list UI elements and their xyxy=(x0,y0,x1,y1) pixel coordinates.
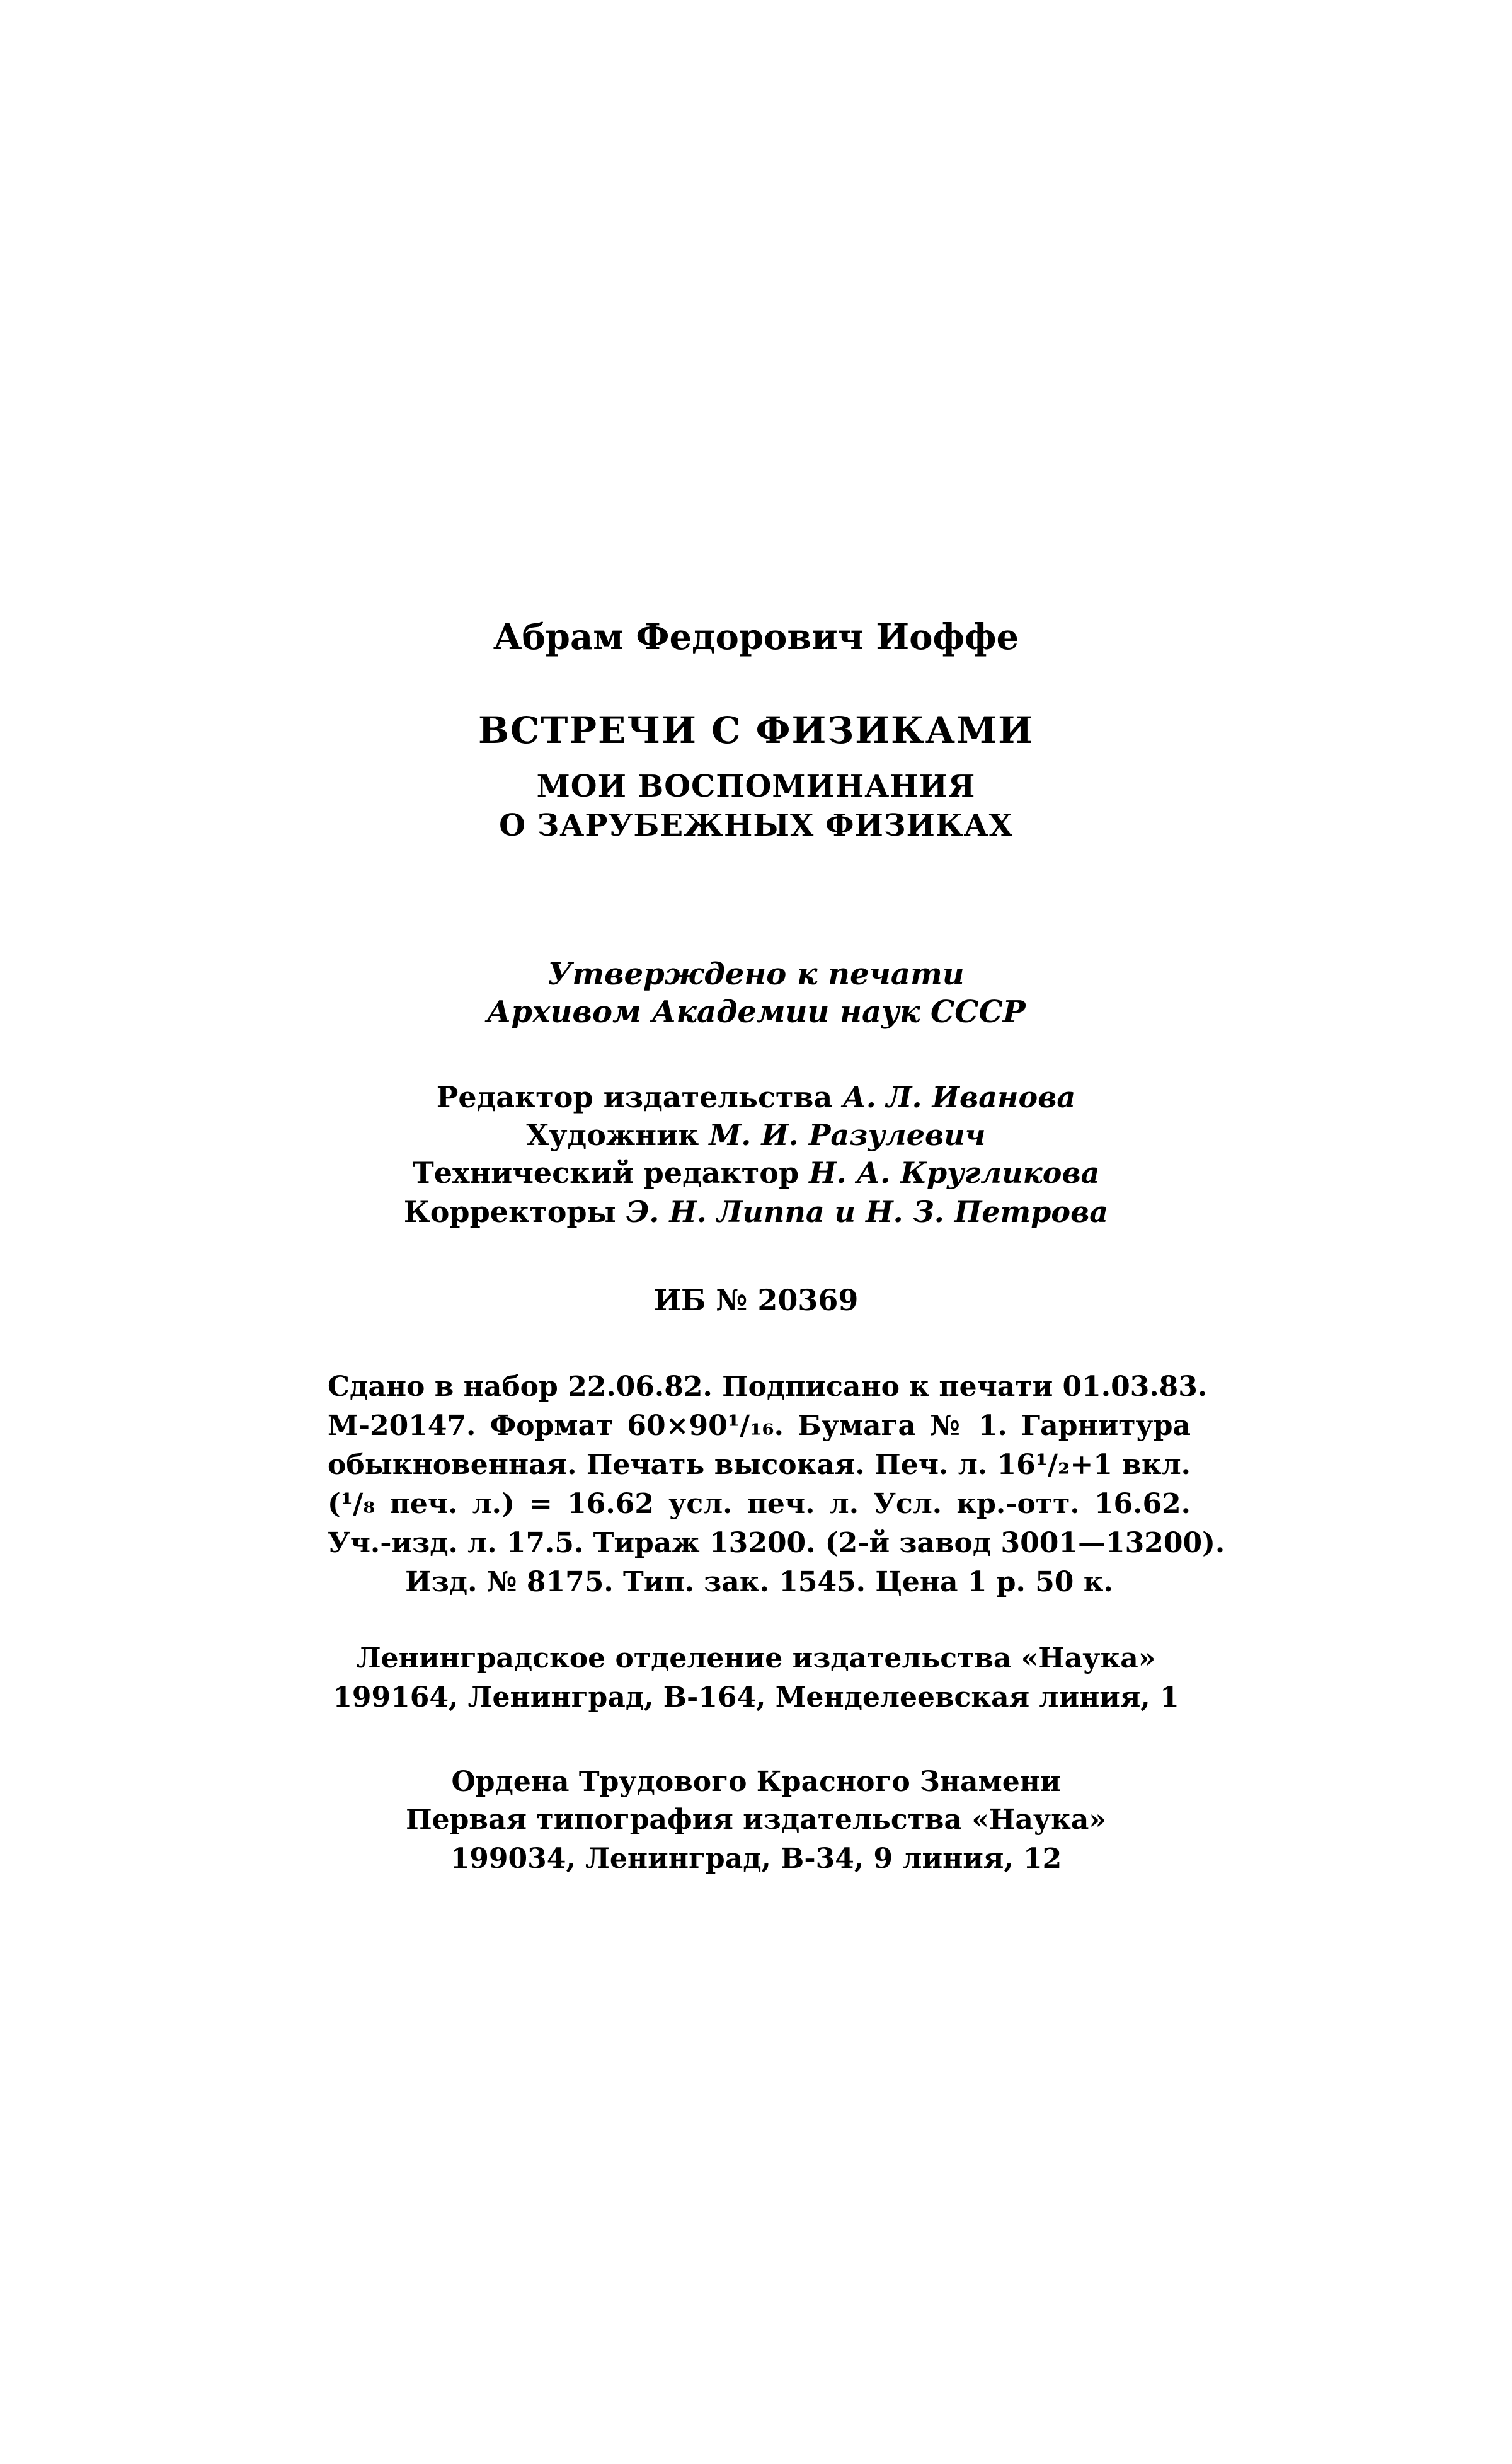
imprint-line-2: М-20147. Формат 60×90¹/₁₆. Бумага № 1. Гарнитура xyxy=(328,1410,1191,1442)
printer-address: 199034, Ленинград, В-34, 9 линия, 12 xyxy=(450,1843,1062,1875)
approval-line-1: Утверждено к печати xyxy=(547,957,965,992)
book-subtitle-line-2: О ЗАРУБЕЖНЫХ ФИЗИКАХ xyxy=(499,808,1013,843)
publisher-address: 199164, Ленинград, В-164, Менделеевская линия, 1 xyxy=(333,1681,1179,1713)
imprint-line-5: Уч.-изд. л. 17.5. Тираж 13200. (2-й завод 3001—13200). xyxy=(328,1527,1225,1559)
imprint-line-1: Сдано в набор 22.06.82. Подписано к печати 01.03.83. xyxy=(328,1371,1208,1403)
imprint-line-4: (¹/₈ печ. л.) = 16.62 усл. печ. л. Усл. кр.-отт. 16.62. xyxy=(328,1488,1191,1520)
publisher-name: Ленинградское отделение издательства «Наука» xyxy=(356,1642,1156,1674)
printer-order: Ордена Трудового Красного Знамени xyxy=(451,1766,1061,1798)
credit-proofreaders xyxy=(0,1195,1512,1229)
credit-proofreaders-role: Корректоры xyxy=(403,1195,616,1229)
credit-artist-name: М. И. Разулевич xyxy=(709,1118,986,1152)
credit-artist-role: Художник xyxy=(526,1118,699,1152)
credit-technical-editor-role: Технический редактор xyxy=(412,1156,799,1190)
imprint-line-6: Изд. № 8175. Тип. зак. 1545. Цена 1 р. 50 к. xyxy=(405,1566,1113,1598)
imprint-line-3: обыкновенная. Печать высокая. Печ. л. 16¹/₂+1 вкл. xyxy=(328,1449,1191,1481)
credit-technical-editor xyxy=(0,1156,1512,1190)
book-title: ВСТРЕЧИ С ФИЗИКАМИ xyxy=(478,709,1034,752)
credit-proofreaders-name: Э. Н. Липпа и Н. З. Петрова xyxy=(626,1195,1109,1229)
credit-technical-editor-name: Н. А. Кругликова xyxy=(809,1156,1100,1190)
book-subtitle-line-1: МОИ ВОСПОМИНАНИЯ xyxy=(536,769,976,804)
credit-editor-role: Редактор издательства xyxy=(436,1080,833,1114)
credit-artist xyxy=(0,1118,1512,1152)
author-name: Абрам Федорович Иоффе xyxy=(493,616,1019,658)
credit-editor xyxy=(0,1080,1512,1114)
credit-editor-name: А. Л. Иванова xyxy=(842,1080,1076,1114)
imprint-block xyxy=(328,1367,1225,1602)
ib-number: ИБ № 20369 xyxy=(653,1283,859,1317)
printer-name: Первая типография издательства «Наука» xyxy=(406,1804,1106,1836)
approval-line-2: Архивом Академии наук СССР xyxy=(486,994,1026,1030)
